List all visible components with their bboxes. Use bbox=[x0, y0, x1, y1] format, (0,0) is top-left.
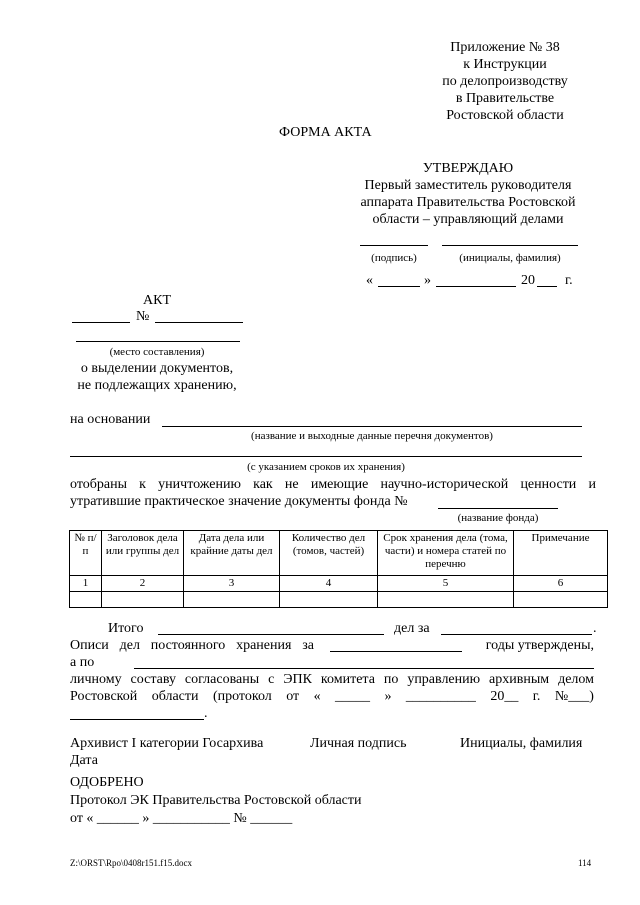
archivist-title: Архивист I категории Госархива bbox=[70, 736, 264, 751]
personnel-line[interactable] bbox=[134, 668, 594, 669]
basis-line[interactable] bbox=[162, 426, 582, 427]
fund-line[interactable] bbox=[438, 508, 558, 509]
protocol-word: 20__ bbox=[490, 689, 519, 704]
table-header-row bbox=[70, 531, 608, 576]
col-number-1: 1 bbox=[70, 576, 102, 592]
approved-protocol: Протокол ЭК Правительства Ростовской области bbox=[70, 793, 362, 808]
header-retention: Срок хранения дела (тома, части) и номера статей по перечню bbox=[378, 531, 514, 576]
form-title: ФОРМА АКТА bbox=[279, 125, 372, 140]
basis-text-2: утратившие практическое значение документы фонда № bbox=[70, 494, 408, 509]
table-cell[interactable] bbox=[378, 592, 514, 608]
approval-line-1: Первый заместитель руководителя bbox=[364, 178, 572, 193]
summary-period-mark: . bbox=[593, 621, 597, 636]
total-label: Итого bbox=[108, 621, 144, 636]
act-title: АКТ bbox=[143, 293, 171, 308]
signature-caption: (подпись) bbox=[371, 252, 417, 264]
header-case-date: Дата дела или крайние даты дел bbox=[184, 531, 280, 576]
table-cell[interactable] bbox=[280, 592, 378, 608]
date-label: Дата bbox=[70, 753, 98, 768]
protocol-word: №___) bbox=[554, 689, 594, 704]
header-count: Количество дел (томов, частей) bbox=[280, 531, 378, 576]
table-number-row bbox=[70, 576, 608, 592]
approval-year-label: 20 bbox=[521, 273, 535, 288]
protocol-word: (протокол bbox=[212, 689, 272, 704]
basis-caption-1: (название и выходные данные перечня документов) bbox=[251, 430, 493, 442]
header-note: Примечание bbox=[514, 531, 608, 576]
cases-period-line[interactable] bbox=[441, 634, 592, 635]
inventory-word: Описи bbox=[70, 638, 109, 653]
approval-heading: УТВЕРЖДАЮ bbox=[422, 161, 514, 176]
approved-date-line: от « ______ » ___________ № ______ bbox=[70, 811, 293, 826]
protocol-word: __________ bbox=[405, 689, 476, 704]
table-row bbox=[70, 592, 608, 608]
name-caption: (инициалы, фамилия) bbox=[459, 252, 561, 264]
appendix-line-5: Ростовской области bbox=[446, 108, 564, 123]
act-number-sign: № bbox=[136, 309, 150, 324]
protocol-word: от bbox=[286, 689, 300, 704]
protocol-word: Ростовской bbox=[70, 689, 138, 704]
col-number-6: 6 bbox=[514, 576, 608, 592]
file-path: Z:\ORST\Rpo\0408r151.f15.docx bbox=[70, 858, 192, 868]
inventory-word: дел bbox=[119, 638, 140, 653]
act-place-line[interactable] bbox=[76, 341, 240, 342]
approval-line-2: аппарата Правительства Ростовской bbox=[360, 195, 576, 210]
inventory-word: постоянного bbox=[150, 638, 226, 653]
approval-year-suffix: г. bbox=[565, 273, 573, 288]
col-number-4: 4 bbox=[280, 576, 378, 592]
appendix-line-1: Приложение № 38 bbox=[450, 40, 560, 55]
act-subject-line-2: не подлежащих хранению, bbox=[77, 378, 237, 393]
table-cell[interactable] bbox=[70, 592, 102, 608]
appendix-line-4: в Правительстве bbox=[455, 91, 555, 106]
a-po-label: а по bbox=[70, 655, 95, 670]
inventory-end: годы утверждены, bbox=[485, 638, 594, 653]
approved-heading: ОДОБРЕНО bbox=[70, 775, 144, 790]
col-number-2: 2 bbox=[102, 576, 184, 592]
cases-label: дел за bbox=[394, 621, 430, 636]
basis-line-2[interactable] bbox=[70, 456, 582, 457]
approval-date-line[interactable] bbox=[70, 719, 204, 720]
basis-caption-2: (с указанием сроков их хранения) bbox=[247, 461, 405, 473]
initials-surname: Инициалы, фамилия bbox=[460, 736, 583, 751]
protocol-word: г. bbox=[532, 689, 541, 704]
act-date-line[interactable] bbox=[72, 322, 130, 323]
place-caption: (место составления) bbox=[109, 346, 205, 358]
appendix-line-3: по делопроизводству bbox=[442, 74, 568, 89]
summary-line-4 bbox=[70, 689, 594, 705]
approval-day-line[interactable] bbox=[378, 286, 420, 287]
protocol-word: » bbox=[384, 689, 392, 704]
documents-table bbox=[69, 530, 608, 608]
col-number-3: 3 bbox=[184, 576, 280, 592]
protocol-word: « bbox=[313, 689, 321, 704]
protocol-word: области bbox=[151, 689, 199, 704]
act-subject-line-1: о выделении документов, bbox=[80, 361, 234, 376]
page-number: 114 bbox=[578, 858, 592, 868]
approval-line-3: области – управляющий делами bbox=[372, 212, 564, 227]
approval-year-line[interactable] bbox=[537, 286, 557, 287]
table-cell[interactable] bbox=[184, 592, 280, 608]
basis-label: на основании bbox=[70, 412, 151, 427]
table-cell[interactable] bbox=[514, 592, 608, 608]
inventory-years-line[interactable] bbox=[330, 651, 462, 652]
act-number-line[interactable] bbox=[155, 322, 243, 323]
inventory-word: за bbox=[302, 638, 314, 653]
total-line[interactable] bbox=[158, 634, 384, 635]
basis-text-1: отобраны к уничтожению как не имеющие научно-исторической ценности и bbox=[70, 477, 596, 492]
approval-month-line[interactable] bbox=[436, 286, 516, 287]
approval-date-open: « bbox=[366, 273, 373, 288]
inventory-word: хранения bbox=[236, 638, 292, 653]
inventory-text bbox=[70, 638, 314, 654]
header-number: № п/п bbox=[70, 531, 102, 576]
header-case-title: Заголовок дела или группы дел bbox=[102, 531, 184, 576]
appendix-line-2: к Инструкции bbox=[463, 57, 547, 72]
table-cell[interactable] bbox=[102, 592, 184, 608]
col-number-5: 5 bbox=[378, 576, 514, 592]
summary-period: . bbox=[204, 706, 208, 721]
fund-caption: (название фонда) bbox=[457, 512, 539, 524]
name-line[interactable] bbox=[442, 245, 578, 246]
personal-signature: Личная подпись bbox=[310, 736, 407, 751]
protocol-word: _____ bbox=[335, 689, 370, 704]
approval-date-close: » bbox=[424, 273, 431, 288]
summary-line-3: личному составу согласованы с ЭПК комитета по управлению архивным делом bbox=[70, 672, 594, 687]
signature-line[interactable] bbox=[360, 245, 428, 246]
